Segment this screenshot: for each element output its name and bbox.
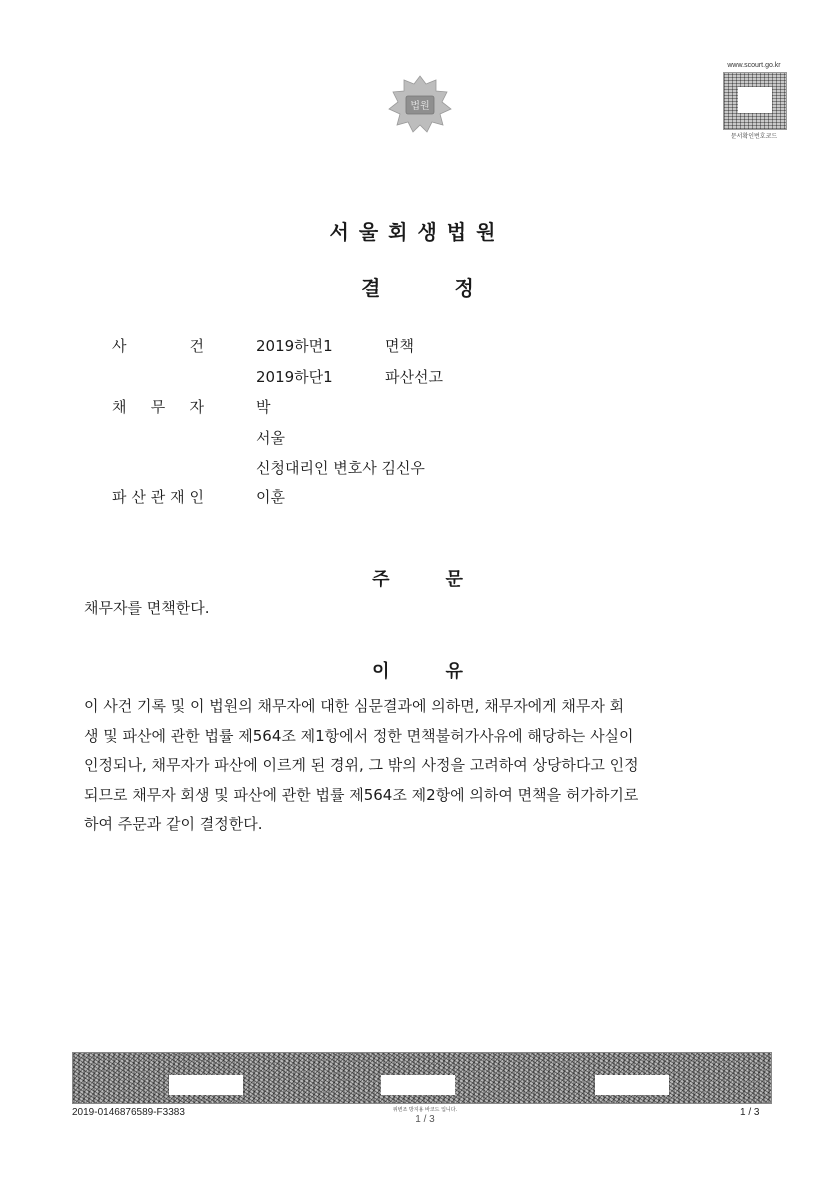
anti-forgery-barcode bbox=[72, 1052, 772, 1104]
debtor-agent: 신청대리인 변호사 김신우 bbox=[256, 459, 425, 477]
label-char: 사 bbox=[112, 337, 127, 355]
case-label bbox=[112, 335, 204, 356]
document-title: 결정 bbox=[361, 276, 548, 300]
label-char: 인 bbox=[189, 488, 204, 506]
barcode-redaction-1 bbox=[169, 1075, 243, 1095]
label-char: 무 bbox=[150, 398, 166, 416]
label-char: 채 bbox=[112, 398, 127, 416]
label-char: 재 bbox=[170, 488, 185, 506]
case-type-2: 파산선고 bbox=[385, 368, 443, 386]
barcode-note: 위변조 방지용 바코드 입니다. bbox=[392, 1107, 458, 1113]
reason-line-3: 인정되나, 채무자가 파산에 이르게 된 경위, 그 밖의 사정을 고려하여 상당하다고 인정 bbox=[84, 756, 639, 774]
emblem-text: 법원 bbox=[410, 101, 430, 112]
case-type-1: 면책 bbox=[385, 337, 414, 355]
case-label-text bbox=[112, 335, 204, 356]
order-heading: 주문 bbox=[372, 569, 519, 590]
reason-line-1: 이 사건 기록 및 이 법원의 채무자에 대한 심문결과에 의하면, 채무자에게 채무자 회 bbox=[84, 697, 625, 715]
label-char: 건 bbox=[189, 337, 204, 355]
debtor-label-text bbox=[112, 396, 204, 417]
label-char: 파 bbox=[112, 488, 127, 506]
label-char: 산 bbox=[131, 488, 146, 506]
court-emblem-icon bbox=[382, 72, 458, 136]
qr-code-icon bbox=[723, 72, 787, 130]
site-url: www.scourt.go.kr bbox=[727, 62, 781, 69]
label-char: 자 bbox=[189, 398, 204, 416]
trustee-name: 이훈 bbox=[256, 488, 285, 506]
debtor-name: 박 bbox=[256, 398, 271, 416]
case-number-2: 2019하단1 bbox=[256, 368, 333, 386]
center-page-number: 1 / 3 bbox=[415, 1114, 435, 1125]
barcode-redaction-3 bbox=[595, 1075, 669, 1095]
barcode-redaction-2 bbox=[381, 1075, 455, 1095]
reason-body bbox=[84, 692, 738, 840]
qr-redaction bbox=[738, 87, 772, 113]
page-number: 1 / 3 bbox=[740, 1107, 760, 1118]
court-name: 서울회생법원 bbox=[329, 220, 506, 244]
trustee-label-text bbox=[112, 486, 204, 507]
reason-heading: 이유 bbox=[372, 661, 519, 682]
case-number-1: 2019하면1 bbox=[256, 337, 333, 355]
qr-caption: 문서확인번호코드 bbox=[730, 133, 778, 140]
reason-line-4: 되므로 채무자 회생 및 파산에 관한 법률 제564조 제2항에 의하여 면책을 허가하기로 bbox=[84, 785, 639, 804]
document-id: 2019-0146876589-F3383 bbox=[72, 1107, 185, 1118]
reason-line-5: 하여 주문과 같이 결정한다. bbox=[84, 815, 263, 833]
reason-line-2: 생 및 파산에 관한 법률 제564조 제1항에서 정한 면책불허가사유에 해당하는 사실이 bbox=[84, 726, 634, 745]
label-char: 관 bbox=[150, 488, 166, 506]
order-text: 채무자를 면책한다. bbox=[84, 599, 210, 617]
debtor-address: 서울 bbox=[256, 429, 285, 447]
debtor-label bbox=[112, 396, 204, 417]
trustee-label bbox=[112, 486, 204, 507]
